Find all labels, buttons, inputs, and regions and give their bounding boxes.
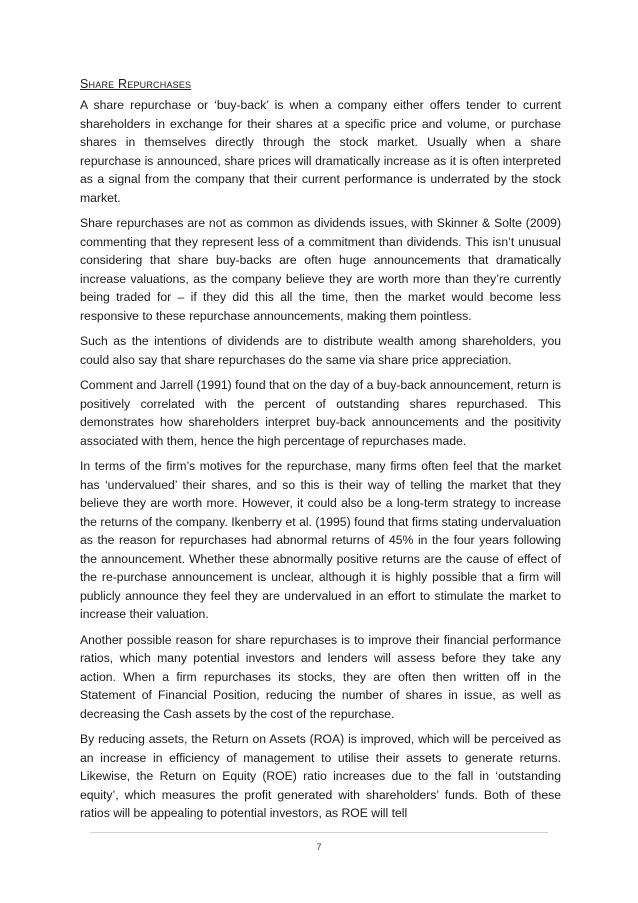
paragraph-2: Share repurchases are not as common as dividends issues, with Skinner & Solte (2009) commenting that they represent less of a commitment than dividends. This isn’t unusual considering that share buy-backs are often huge announcements that dramatically increase valuations, as the company believe they are worth more than they’re currently being traded for – if they did this all the time, then the market would become less responsive to these repurchase announcements, making them pointless. bbox=[80, 216, 561, 323]
paragraph-7: By reducing assets, the Return on Assets (ROA) is improved, which will be perceived as an increase in efficiency of management to utilise their assets to generate returns. Likewise, the Return on Equity (ROE) ratio increases due to the fall in ‘outstanding equity’, which measures the profit generated with shareholders’ funds. Both of these ratios will be appealing to potential investors, as ROE will tell bbox=[80, 732, 561, 820]
paragraph-4: Comment and Jarrell (1991) found that on the day of a buy-back announcement, return is positively correlated with the percent of outstanding shares repurchased. This demonstrates how shareholders interpret buy-back announcements and the positivity associated with them, hence the high percentage of repurchases made. bbox=[80, 378, 562, 448]
document-body bbox=[80, 76, 561, 830]
paragraph-1: A share repurchase or ‘buy-back’ is when a company either offers tender to current shareholders in exchange for their shares at a specific price and volume, or purchase shares in themselves directly through the stock market. Usually when a share repurchase is announced, share prices will dramatically increase as it is often interpreted as a signal from the company that their current performance is underrated by the stock market. bbox=[80, 98, 561, 205]
paragraph-6: Another possible reason for share repurchases is to improve their financial performance ratios, which many potential investors and lenders will assess before they take any action. When a firm repurchases its stocks, they are often then written off in the Statement of Financial Position, reducing the number of shares in issue, as well as decreasing the Cash assets by the cost of the repurchase. bbox=[80, 632, 561, 721]
paragraph-3: Such as the intentions of dividends are to distribute wealth among shareholders, you could also say that share repurchases do the same via share price appreciation. bbox=[80, 334, 561, 367]
page-number: 7 bbox=[316, 842, 322, 852]
paragraph-5: In terms of the firm’s motives for the repurchase, many firms often feel that the market has ‘undervalued’ their shares, and so this is their way of telling the market that they believe they are worth more. However, it could also be a long-term strategy to increase the returns of the company. Ikenberry et al. (1995) found that firms stating undervaluation as the reason for repurchases had abnormal returns of 45% in the four years following the announcement. Whether these abnormally positive returns are the cause of effect of the re-purchase announcement is unclear, although it is highly possible that a firm will publicly announce they feel they are undervalued in an effort to stimulate the market to increase their valuation. bbox=[80, 459, 561, 621]
footer-divider bbox=[90, 832, 548, 833]
section-heading: Share Repurchases bbox=[80, 77, 192, 91]
